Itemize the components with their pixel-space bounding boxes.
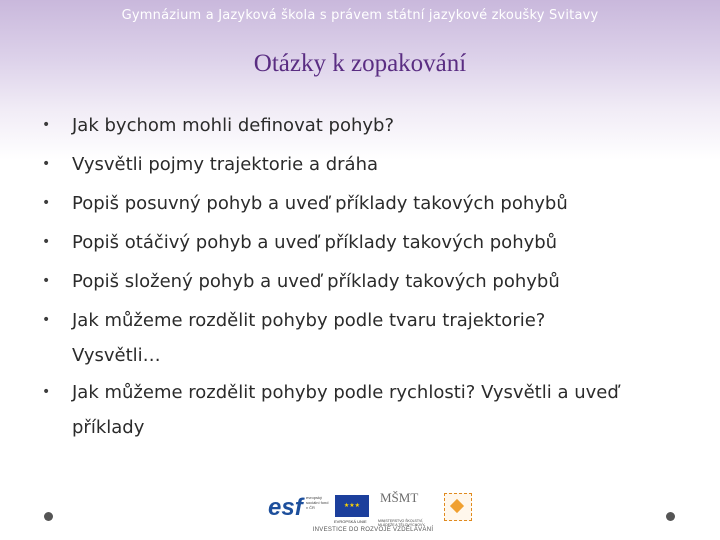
bullet-text: Popiš posuvný pohyb a uveď příklady takových pohybů [72, 193, 568, 214]
bullet-dot: • [42, 156, 51, 172]
bullet-text: Popiš otáčivý pohyb a uveď příklady takových pohybů [72, 232, 558, 253]
eu-caption: EVROPSKÁ UNIE [334, 519, 367, 524]
bullet-dot: • [42, 312, 51, 328]
op-logo-mark [450, 499, 464, 513]
bullet-item [42, 303, 702, 373]
bullet-item [42, 264, 702, 299]
bullet-dot: • [42, 117, 51, 133]
op-logo-icon [444, 493, 472, 521]
bullet-text: Jak můžeme rozdělit pohyby podle rychlosti? Vysvětli a uveď [72, 382, 619, 403]
bullet-text: Jak bychom mohli definovat pohyb? [72, 115, 395, 136]
bullet-text-continuation: příklady [72, 417, 145, 438]
msmt-text: MINISTERSTVO ŠKOLSTVÍ, MLÁDEŽE A TĚLOVÝCHOVY [378, 519, 425, 527]
bullet-list [42, 108, 702, 447]
bullet-dot: • [42, 384, 51, 400]
bullet-text: Jak můžeme rozdělit pohyby podle tvaru trajektorie? [72, 310, 546, 331]
bullet-dot: • [42, 195, 51, 211]
bullet-item [42, 375, 702, 445]
funding-slogan: INVESTICE DO ROZVOJE VZDĚLÁVÁNÍ [312, 527, 434, 533]
bullet-item [42, 225, 702, 260]
bullet-text-continuation: Vysvětli… [72, 345, 161, 366]
msmt-logo: MŠMT [380, 490, 419, 505]
bullet-item [42, 186, 702, 221]
bullet-dot: • [42, 273, 51, 289]
bullet-dot: • [42, 234, 51, 250]
eu-stars-icon: ★★★ [343, 502, 361, 509]
bullet-item [42, 108, 702, 143]
bullet-text: Popiš složený pohyb a uveď příklady takových pohybů [72, 271, 560, 292]
slide-title: Otázky k zopakování [253, 50, 467, 77]
corner-dot-left [44, 512, 53, 521]
corner-dot-right [666, 512, 675, 521]
school-name-header: Gymnázium a Jazyková škola s právem státní jazykové zkoušky Svitavy [121, 8, 599, 23]
esf-tagline: evropský sociální fond v ČR [306, 495, 329, 510]
bullet-item [42, 147, 702, 182]
esf-logo: esf [268, 494, 303, 521]
eu-flag-icon [335, 495, 369, 517]
bullet-text: Vysvětli pojmy trajektorie a dráha [72, 154, 379, 175]
